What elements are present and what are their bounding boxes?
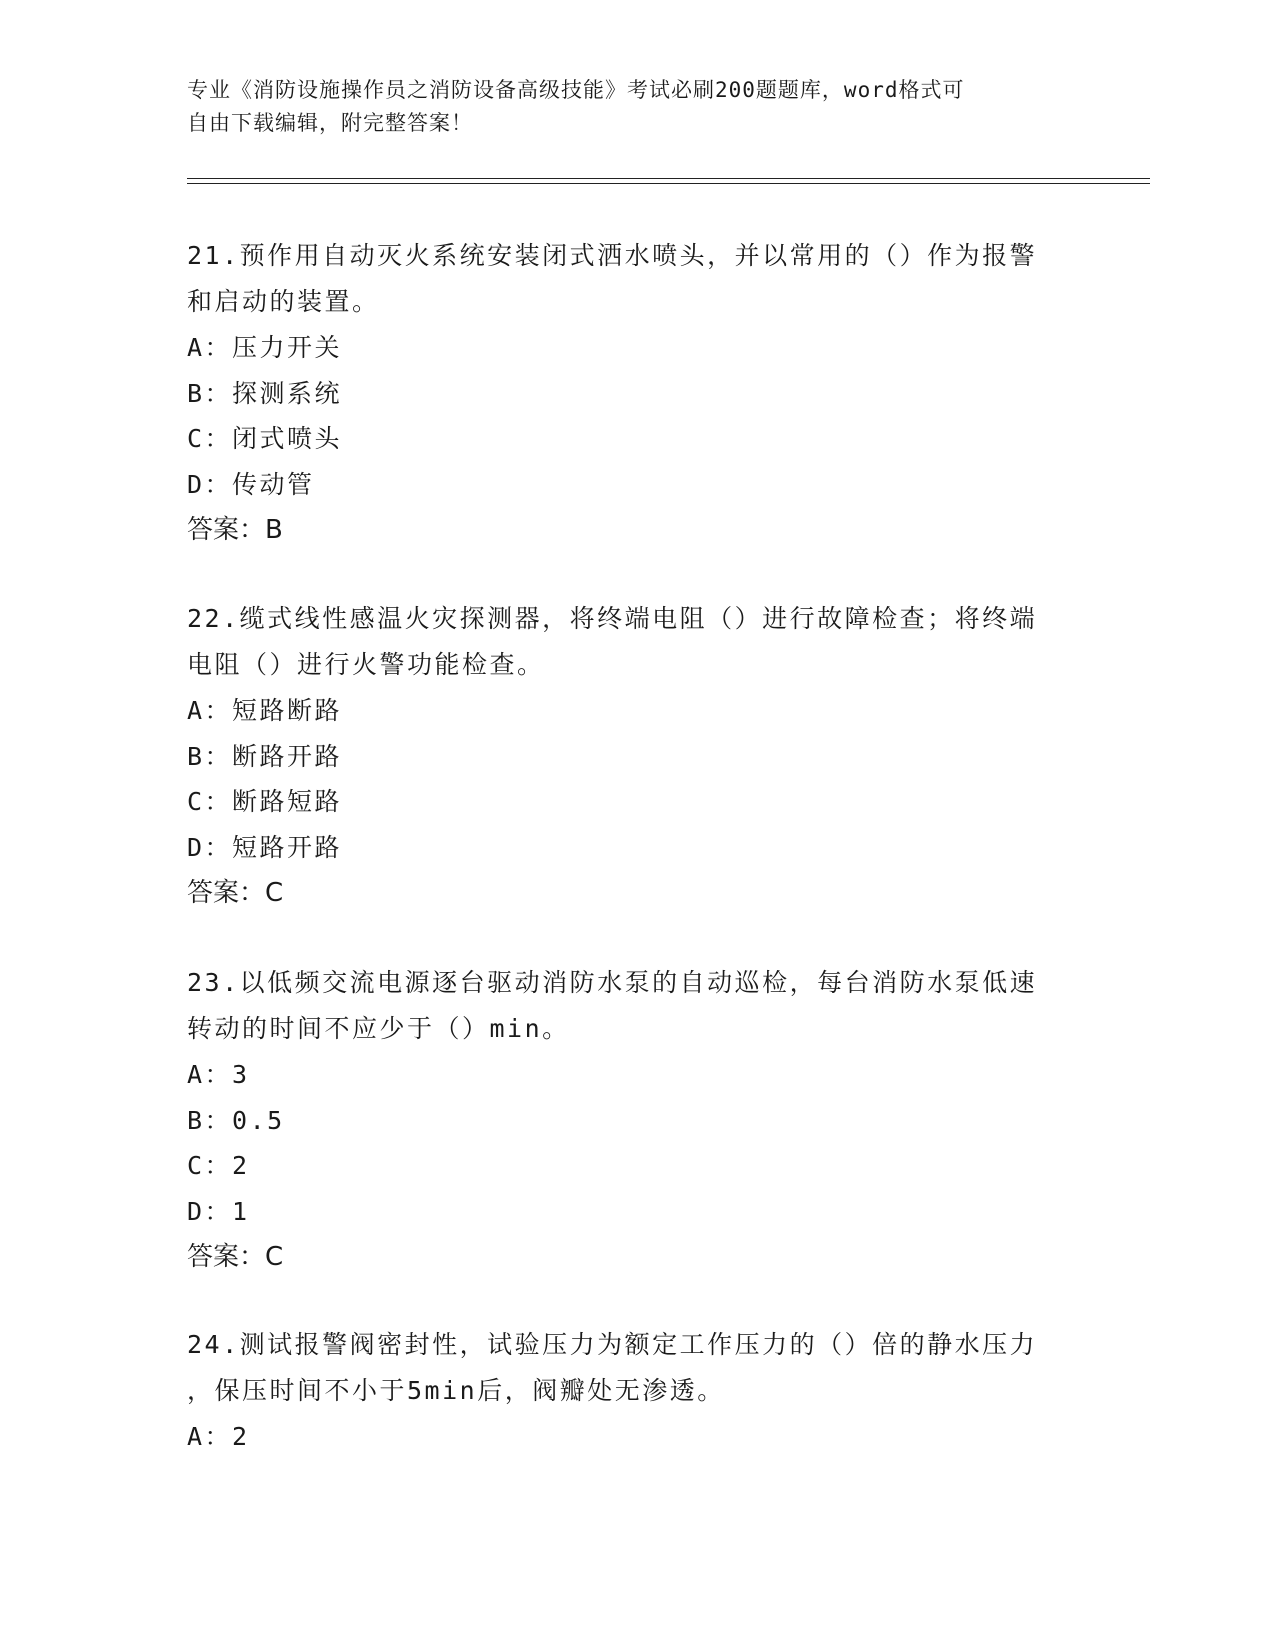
option-a: A：压力开关 xyxy=(187,333,343,362)
document-header xyxy=(187,74,1067,140)
question-stem-line-2: ，保压时间不小于5min后，阀瓣处无渗透。 xyxy=(187,1376,725,1405)
option-c: C：闭式喷头 xyxy=(187,424,343,453)
option-c: C：2 xyxy=(187,1151,250,1180)
question-stem-line-2: 转动的时间不应少于（）min。 xyxy=(187,1014,570,1043)
option-b: B：探测系统 xyxy=(187,378,343,408)
question-21 xyxy=(187,233,1087,553)
question-stem-line-2: 电阻（）进行火警功能检查。 xyxy=(187,650,545,679)
answer: 答案：C xyxy=(187,878,284,908)
option-d: D：短路开路 xyxy=(187,832,343,862)
question-stem-line-2: 和启动的装置。 xyxy=(187,287,380,316)
header-line-2: 自由下载编辑，附完整答案！ xyxy=(187,111,473,135)
option-a: A：短路断路 xyxy=(187,696,343,725)
question-23 xyxy=(187,960,1087,1280)
header-divider-bottom xyxy=(187,183,1150,184)
question-stem-line-1: 22.缆式线性感温火灾探测器，将终端电阻（）进行故障检查；将终端 xyxy=(187,604,1038,633)
question-22 xyxy=(187,596,1087,916)
option-a: A：3 xyxy=(187,1060,250,1089)
option-d: D：传动管 xyxy=(187,469,315,499)
question-stem-line-1: 24.测试报警阀密封性，试验压力为额定工作压力的（）倍的静水压力 xyxy=(187,1330,1038,1359)
option-b: B：断路开路 xyxy=(187,741,343,771)
option-d: D：1 xyxy=(187,1196,250,1226)
answer: 答案：B xyxy=(187,515,283,545)
option-a: A：2 xyxy=(187,1422,250,1451)
question-24 xyxy=(187,1322,1087,1460)
question-stem-line-1: 21.预作用自动灭火系统安装闭式洒水喷头，并以常用的（）作为报警 xyxy=(187,241,1038,270)
header-divider-top xyxy=(187,178,1150,179)
question-stem-line-1: 23.以低频交流电源逐台驱动消防水泵的自动巡检，每台消防水泵低速 xyxy=(187,968,1038,997)
option-b: B：0.5 xyxy=(187,1105,285,1135)
header-line-1: 专业《消防设施操作员之消防设备高级技能》考试必刷200题题库，word格式可 xyxy=(187,78,965,102)
answer: 答案：C xyxy=(187,1242,284,1272)
option-c: C：断路短路 xyxy=(187,787,343,816)
